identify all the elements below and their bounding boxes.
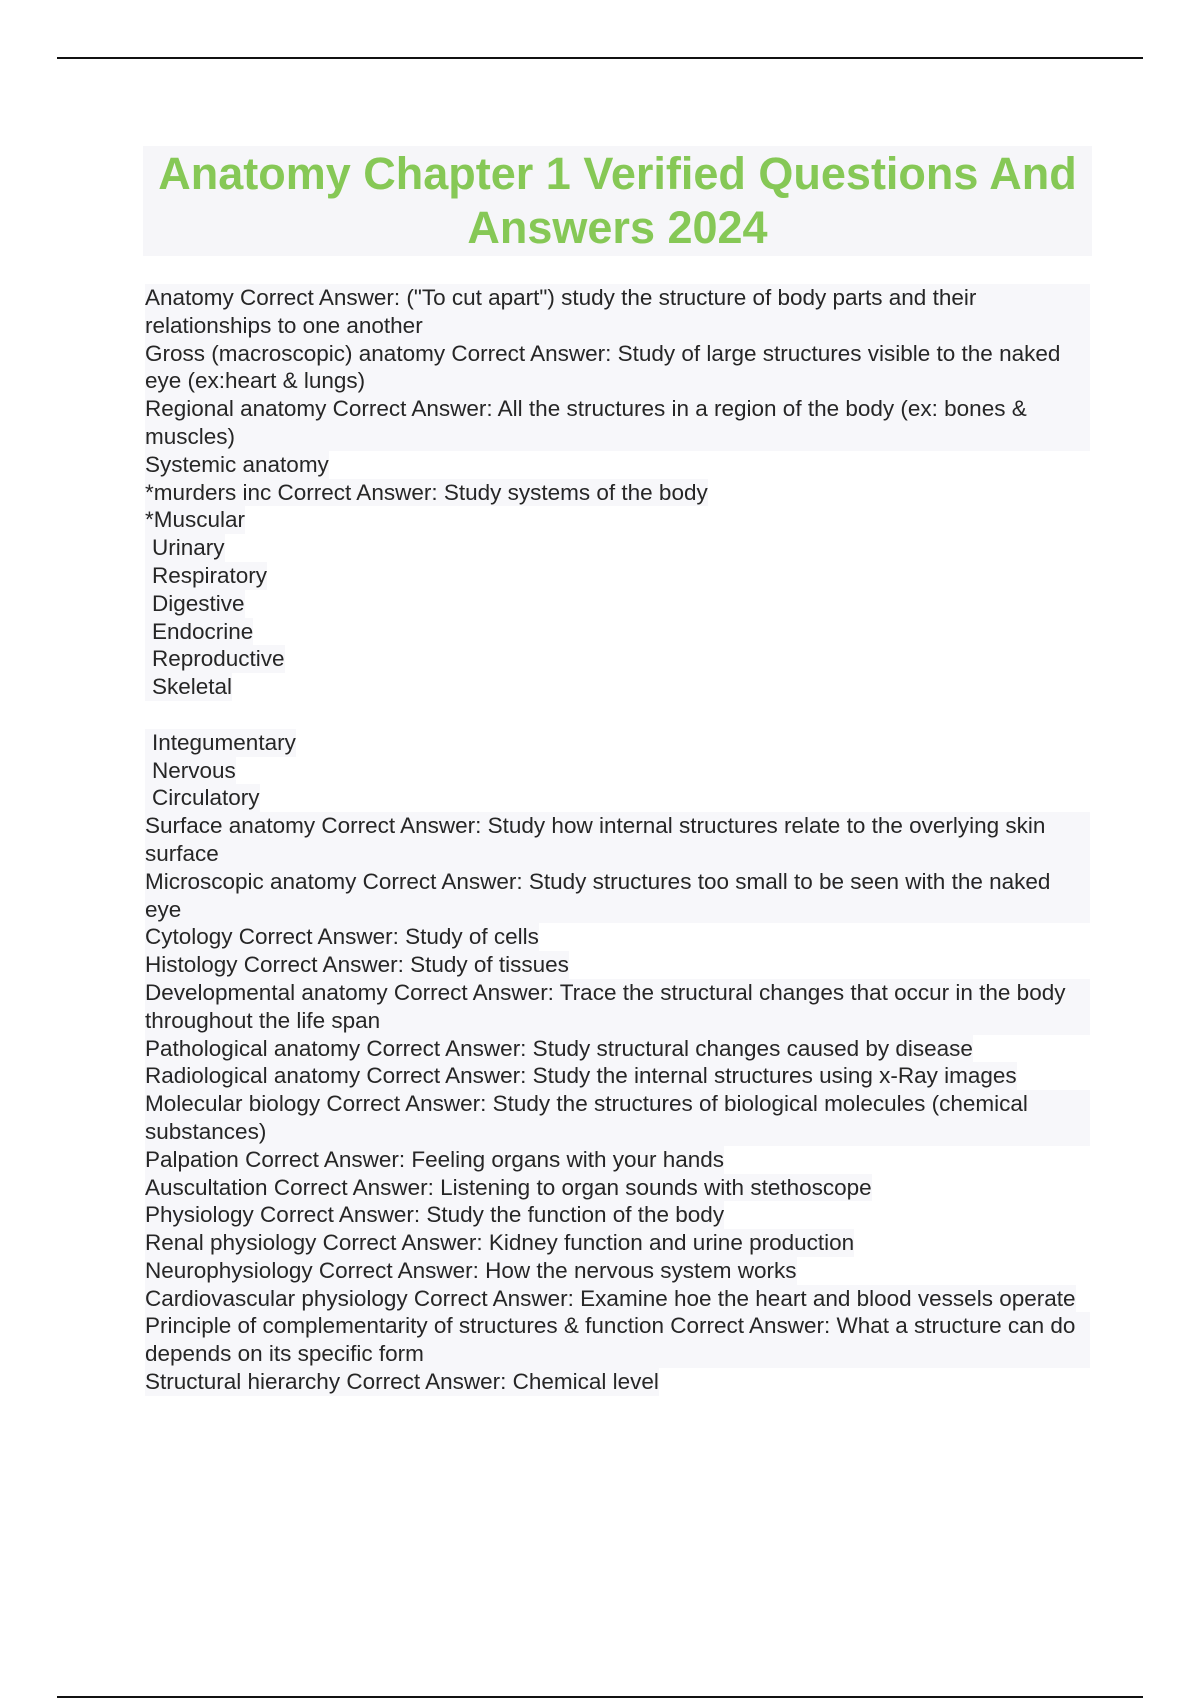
top-rule xyxy=(57,57,1143,59)
system-list-item: Skeletal xyxy=(145,673,232,701)
qa-entry: Gross (macroscopic) anatomy Correct Answer: Study of large structures visible to the naked eye (ex:heart & lungs) xyxy=(145,340,1090,396)
system-list-item: Digestive xyxy=(145,590,245,618)
blank-line xyxy=(145,701,1090,729)
system-list-item: Integumentary xyxy=(145,729,296,757)
qa-entry: Structural hierarchy Correct Answer: Chemical level xyxy=(145,1369,659,1395)
qa-entry: *murders inc Correct Answer: Study systems of the body xyxy=(145,479,708,505)
title-banner xyxy=(143,146,1092,256)
qa-entry: Molecular biology Correct Answer: Study the structures of biological molecules (chemical substances) xyxy=(145,1090,1090,1146)
qa-entry: Palpation Correct Answer: Feeling organs with your hands xyxy=(145,1146,725,1172)
system-list-item: Nervous xyxy=(145,757,236,785)
system-list-item: Reproductive xyxy=(145,645,285,673)
qa-entry: Systemic anatomy xyxy=(145,451,329,477)
qa-entry: Histology Correct Answer: Study of tissues xyxy=(145,952,569,978)
qa-content xyxy=(145,284,1090,1396)
qa-entry: Physiology Correct Answer: Study the function of the body xyxy=(145,1202,725,1228)
qa-entry: Auscultation Correct Answer: Listening to organ sounds with stethoscope xyxy=(145,1174,872,1200)
qa-entry: Surface anatomy Correct Answer: Study how internal structures relate to the overlying skin surface xyxy=(145,812,1090,868)
system-list-item: Endocrine xyxy=(145,618,253,646)
system-list-item: Respiratory xyxy=(145,562,267,590)
system-list-item: Circulatory xyxy=(145,784,260,812)
system-list-item: Urinary xyxy=(145,534,225,562)
qa-entry: Pathological anatomy Correct Answer: Study structural changes caused by disease xyxy=(145,1035,973,1061)
system-list-item: *Muscular xyxy=(145,507,246,533)
qa-entry: Radiological anatomy Correct Answer: Study the internal structures using x-Ray images xyxy=(145,1063,1017,1089)
qa-entry: Microscopic anatomy Correct Answer: Study structures too small to be seen with the naked eye xyxy=(145,868,1090,924)
qa-entry: Neurophysiology Correct Answer: How the nervous system works xyxy=(145,1257,797,1283)
qa-entry: Developmental anatomy Correct Answer: Trace the structural changes that occur in the body throughout the life span xyxy=(145,979,1090,1035)
qa-entry: Anatomy Correct Answer: ("To cut apart") study the structure of body parts and their relationships to one another xyxy=(145,284,1090,340)
qa-entry: Regional anatomy Correct Answer: All the structures in a region of the body (ex: bones & muscles) xyxy=(145,395,1090,451)
qa-entry: Cardiovascular physiology Correct Answer: Examine hoe the heart and blood vessels operate xyxy=(145,1285,1076,1311)
qa-entry: Renal physiology Correct Answer: Kidney function and urine production xyxy=(145,1230,855,1256)
qa-entry: Cytology Correct Answer: Study of cells xyxy=(145,924,539,950)
bottom-rule xyxy=(57,1696,1143,1698)
document-title: Anatomy Chapter 1 Verified Questions And Answers 2024 xyxy=(158,148,1077,253)
qa-entry: Principle of complementarity of structures & function Correct Answer: What a structure can do depends on its specific form xyxy=(145,1312,1090,1368)
